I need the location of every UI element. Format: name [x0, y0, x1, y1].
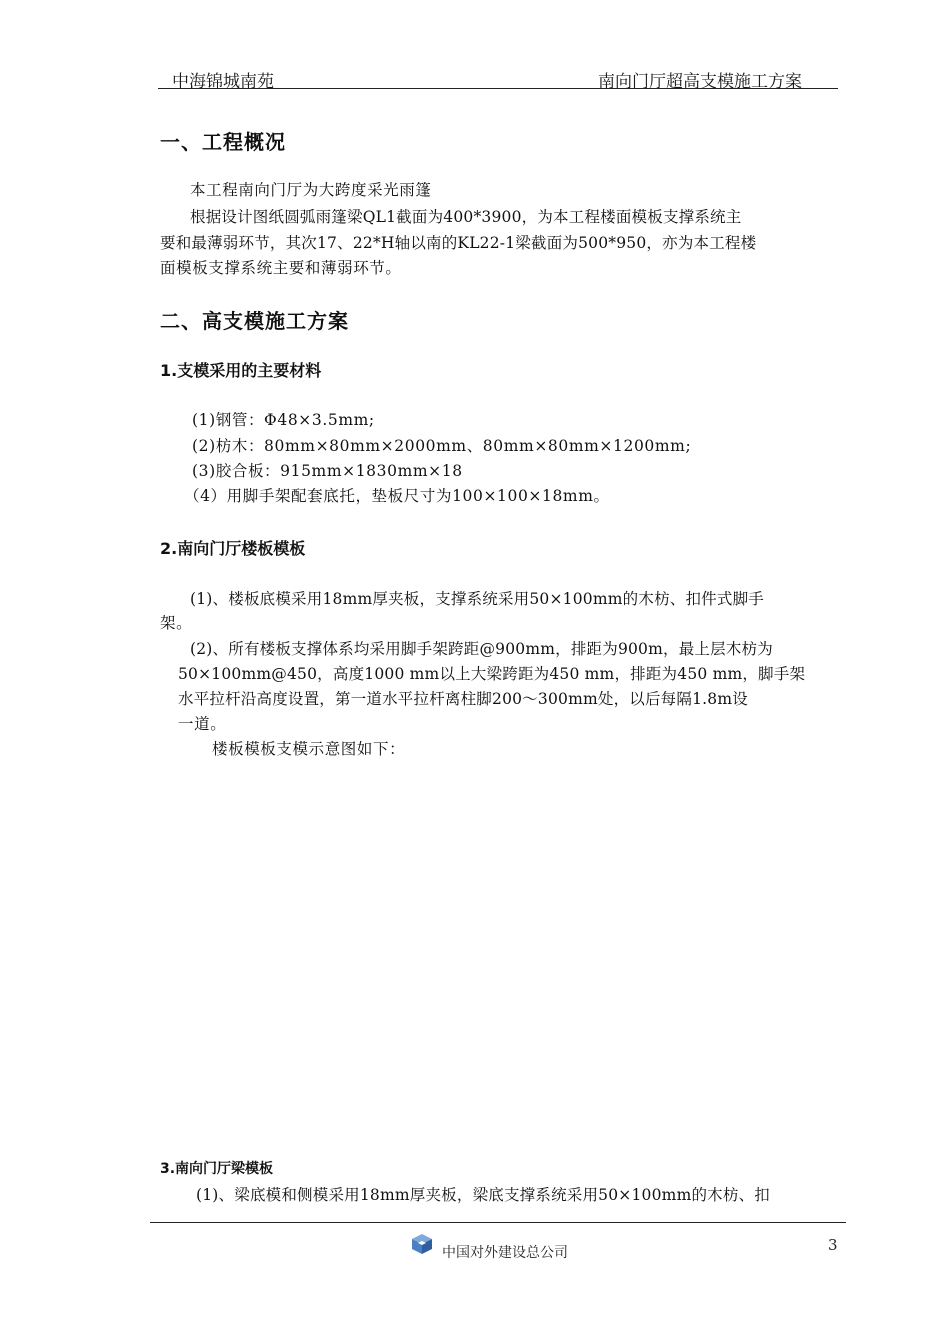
page-number: 3: [828, 1236, 838, 1254]
section1-paragraph-1: 本工程南向门厅为大跨度采光雨篷: [190, 181, 432, 199]
floor-formwork-p2-line-2: 50×100mm@450，高度1000 mm以上大梁跨距为450 mm，排距为450 mm，脚手架: [178, 665, 806, 683]
material-item-1: (1)钢管：Φ48×3.5mm;: [192, 411, 375, 429]
footer-rule: [150, 1222, 846, 1223]
cube-logo-icon: [410, 1232, 434, 1256]
subsection1-title: 1.支模采用的主要材料: [160, 361, 322, 380]
header-right: 南向门厅超高支模施工方案: [598, 72, 802, 92]
material-item-4: （4）用脚手架配套底托，垫板尺寸为100×100×18mm。: [184, 487, 610, 505]
section1-title: 一、工程概况: [160, 130, 286, 154]
section1-paragraph-2-line-1: 根据设计图纸圆弧雨篷梁QL1截面为400*3900，为本工程楼面模板支撑系统主: [190, 208, 742, 226]
floor-formwork-p2-line-3: 水平拉杆沿高度设置，第一道水平拉杆离柱脚200～300mm处，以后每隔1.8m设: [178, 690, 748, 708]
section1-paragraph-2-line-3: 面模板支撑系统主要和薄弱环节。: [160, 259, 402, 277]
floor-formwork-p2-line-1: (2)、所有楼板支撑体系均采用脚手架跨距@900mm，排距为900m，最上层木枋为: [190, 640, 773, 658]
subsection2-title: 2.南向门厅楼板模板: [160, 539, 306, 558]
subsection3-title: 3.南向门厅梁模板: [160, 1161, 274, 1177]
floor-formwork-diagram-caption: 楼板模板支模示意图如下：: [212, 740, 406, 758]
floor-formwork-p2-line-4: 一道。: [178, 715, 227, 733]
material-item-2: (2)枋木：80mm×80mm×2000mm、80mm×80mm×1200mm;: [192, 437, 692, 455]
material-item-3: (3)胶合板：915mm×1830mm×18: [192, 462, 463, 480]
beam-formwork-p1-line-1: (1)、梁底模和侧模采用18mm厚夹板，梁底支撑系统采用50×100mm的木枋、扣: [196, 1186, 770, 1204]
floor-formwork-p1-line-1: (1)、楼板底模采用18mm厚夹板，支撑系统采用50×100mm的木枋、扣件式脚手: [190, 590, 764, 608]
header-left: 中海锦城南苑: [172, 72, 274, 92]
section1-paragraph-2-line-2: 要和最薄弱环节，其次17、22*H轴以南的KL22-1梁截面为500*950，亦为本工程楼: [160, 234, 757, 252]
floor-formwork-p1-line-2: 架。: [160, 614, 193, 632]
footer-company: 中国对外建设总公司: [442, 1245, 568, 1261]
section2-title: 二、高支模施工方案: [160, 309, 349, 333]
header-rule: [158, 88, 838, 89]
